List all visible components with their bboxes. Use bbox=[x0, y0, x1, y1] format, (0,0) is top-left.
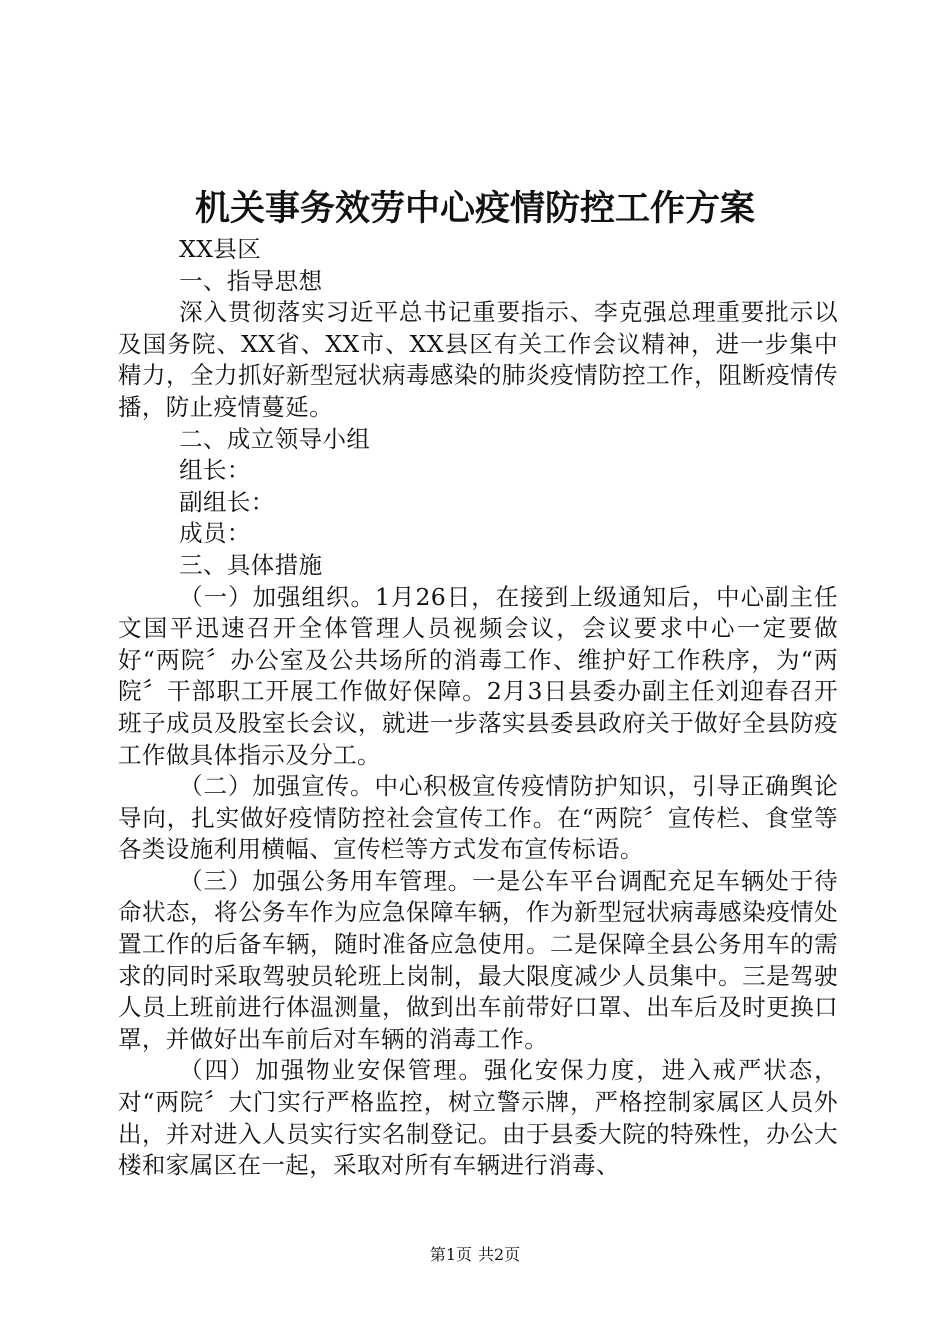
page-number-total: 共2页 bbox=[478, 1245, 521, 1264]
page-footer bbox=[0, 1244, 950, 1266]
paragraph-measure-vehicles: （三）加强公务用车管理。一是公车平台调配充足车辆处于待命状态，将公务车作为应急保障车辆，作为新型冠状病毒感染疫情处置工作的后备车辆，随时准备应急使用。二是保障全县公务用车的需求的同时采取驾驶员轮班上岗制，最大限度减少人员集中。三是驾驶人员上班前进行体温测量，做到出车前带好口罩、出车后及时更换口罩，并做好出车前后对车辆的消毒工作。 bbox=[118, 866, 838, 1053]
paragraph-measure-organization: （一）加强组织。1月26日，在接到上级通知后，中心副主任文国平迅速召开全体管理人员视频会议，会议要求中心一定要做好“两院〞办公室及公共场所的消毒工作、维护好工作秩序，为“两院〞干部职工开展工作做好保障。2月3日县委办副主任刘迎春召开班子成员及股室长会议，就进一步落实县委县政府关于做好全县防疫工作做具体指示及分工。 bbox=[118, 582, 838, 769]
paragraph-members: 成员： bbox=[179, 519, 251, 548]
paragraph-group-leader: 组长： bbox=[179, 456, 251, 485]
heading-leadership-group: 二、成立领导小组 bbox=[179, 424, 371, 453]
heading-guiding-ideology: 一、指导思想 bbox=[179, 266, 323, 295]
paragraph-county: XX县区 bbox=[179, 235, 262, 263]
paragraph-deputy-leader: 副组长： bbox=[179, 487, 275, 516]
heading-specific-measures: 三、具体措施 bbox=[179, 550, 323, 579]
document-body bbox=[118, 234, 838, 1182]
document-title: 机关事务效劳中心疫情防控工作方案 bbox=[194, 188, 755, 229]
paragraph-measure-security: （四）加强物业安保管理。强化安保力度，进入戒严状态，对“两院〞大门实行严格监控，树立警示牌，严格控制家属区人员外出，并对进入人员实行实名制登记。由于县委大院的特殊性，办公大楼和家属区在一起，采取对所有车辆进行消毒、 bbox=[118, 1056, 838, 1180]
paragraph-guiding-ideology: 深入贯彻落实习近平总书记重要指示、李克强总理重要批示以及国务院、XX省、XX市、XX县区有关工作会议精神，进一步集中精力，全力抓好新型冠状病毒感染的肺炎疫情防控工作，阻断疫情传播，防止疫情蔓延。 bbox=[118, 298, 838, 421]
page-number-current: 第1页 bbox=[429, 1245, 472, 1264]
paragraph-measure-publicity: （二）加强宣传。中心积极宣传疫情防护知识，引导正确舆论导向，扎实做好疫情防控社会宣传工作。在“两院〞宣传栏、食堂等各类设施利用横幅、宣传栏等方式发布宣传标语。 bbox=[118, 772, 838, 864]
